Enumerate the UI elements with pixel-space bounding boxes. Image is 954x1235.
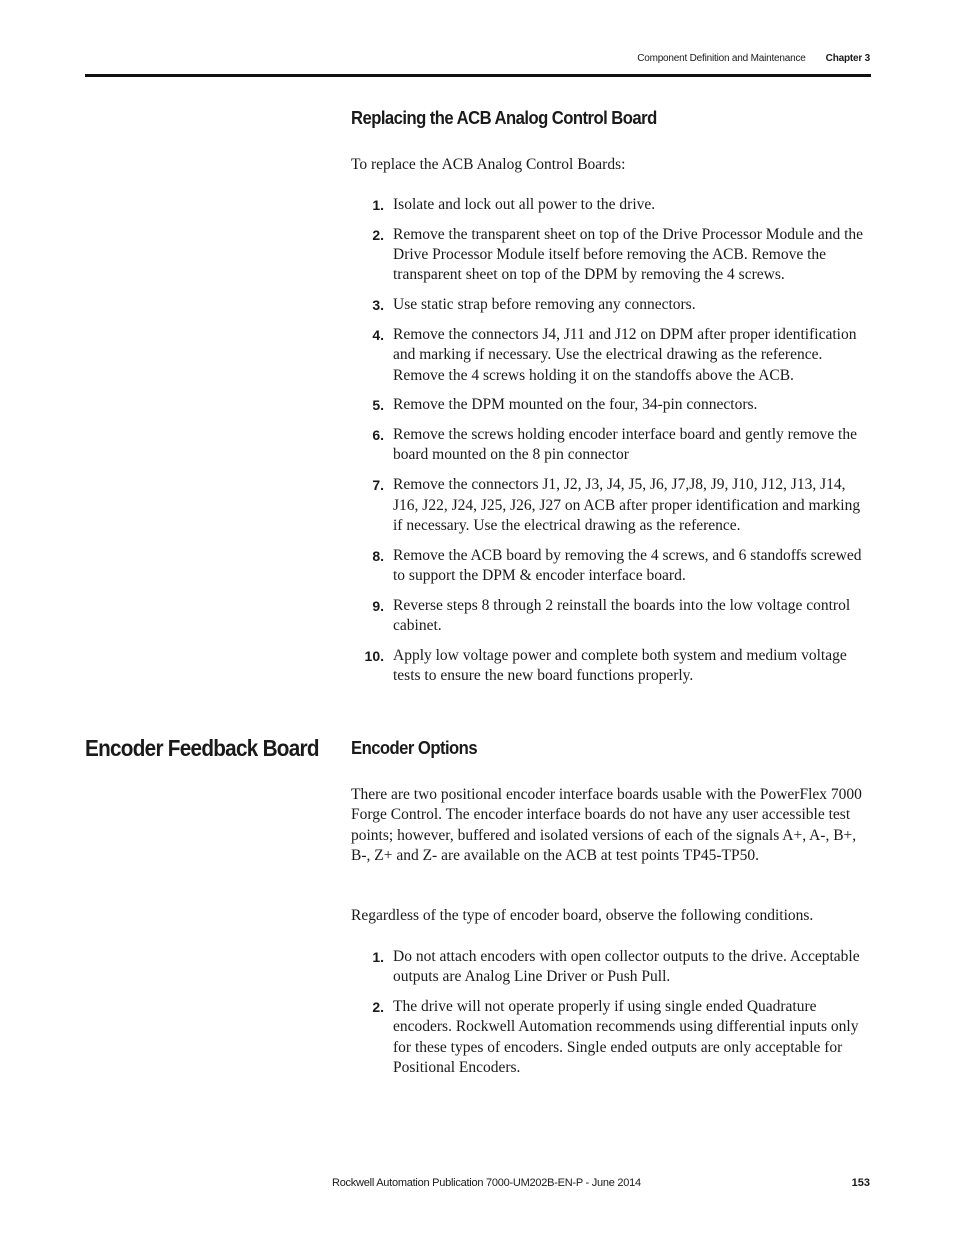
list-item bbox=[351, 475, 871, 536]
step-text: Isolate and lock out all power to the drive. bbox=[393, 196, 656, 213]
step-number: 9. bbox=[372, 597, 384, 614]
step-text: Remove the transparent sheet on top of the Drive Processor Module and the Drive Processor Module itself before removing the ACB. Remove the transparent sheet on top of the DPM by removing the 4 screws. bbox=[393, 225, 864, 284]
step-number: 6. bbox=[372, 427, 384, 444]
encoder-paragraph-1: There are two positional encoder interface boards usable with the PowerFlex 7000 Forge Control. The encoder interface boards do not have any user accessible test points; however, buffered and isolated versions of each of the signals A+, A-, B+, B-, Z+ and Z- are available on the ACB at test points TP45-TP50. bbox=[351, 786, 862, 864]
step-number: 4. bbox=[372, 326, 384, 343]
list-item bbox=[351, 947, 871, 988]
list-item bbox=[351, 997, 871, 1078]
list-item bbox=[351, 295, 871, 315]
list-item bbox=[351, 325, 871, 386]
step-text: Remove the DPM mounted on the four, 34-pin connectors. bbox=[393, 396, 758, 414]
header-section-title: Component Definition and Maintenance bbox=[637, 53, 806, 64]
section-heading-encoder-feedback: Encoder Feedback Board bbox=[85, 735, 319, 761]
list-item bbox=[351, 195, 871, 215]
step-number: 3. bbox=[372, 297, 384, 314]
step-text: Remove the connectors J4, J11 and J12 on DPM after proper identification and marking if necessary. Use the electrical drawing as the reference. Remove the 4 screws holding it on the standoffs above the ACB. bbox=[393, 325, 857, 384]
step-text: Do not attach encoders with open collector outputs to the drive. Acceptable outputs are Analog Line Driver or Push Pull. bbox=[393, 948, 860, 986]
encoder-options-heading: Encoder Options bbox=[351, 737, 478, 758]
step-number: 8. bbox=[372, 547, 384, 564]
step-text: Reverse steps 8 through 2 reinstall the boards into the low voltage control cabinet. bbox=[393, 596, 851, 635]
list-item bbox=[351, 425, 871, 466]
step-number: 10. bbox=[364, 647, 384, 664]
page-number: 153 bbox=[851, 1177, 870, 1189]
list-item bbox=[351, 546, 871, 587]
acb-heading: Replacing the ACB Analog Control Board bbox=[351, 107, 657, 128]
step-number: 1. bbox=[372, 197, 384, 213]
footer-publication: Rockwell Automation Publication 7000-UM202B-EN-P - June 2014 bbox=[332, 1177, 641, 1189]
list-item bbox=[351, 646, 871, 687]
step-text: The drive will not operate properly if using single ended Quadrature encoders. Rockwell Automation recommends using differential inputs only for these types of encoders. Single ended outputs are only acceptable for Positional Encoders. bbox=[393, 998, 859, 1076]
encoder-paragraph-2: Regardless of the type of encoder board, observe the following conditions. bbox=[351, 907, 814, 924]
header-chapter: Chapter 3 bbox=[825, 53, 870, 64]
acb-intro: To replace the ACB Analog Control Boards: bbox=[351, 156, 626, 173]
encoder-conditions-list bbox=[351, 947, 871, 1088]
header-rule bbox=[85, 74, 871, 77]
list-item bbox=[351, 596, 871, 637]
list-item bbox=[351, 225, 871, 286]
running-header bbox=[637, 53, 870, 64]
step-number: 7. bbox=[372, 477, 384, 494]
acb-steps-list bbox=[351, 195, 871, 696]
step-text: Remove the ACB board by removing the 4 screws, and 6 standoffs screwed to support the DPM & encoder interface board. bbox=[393, 546, 862, 584]
step-text: Remove the screws holding encoder interface board and gently remove the board mounted on the 8 pin connector bbox=[393, 426, 857, 464]
step-text: Apply low voltage power and complete both system and medium voltage tests to ensure the new board functions properly. bbox=[393, 646, 847, 685]
list-item bbox=[351, 395, 871, 415]
step-number: 5. bbox=[372, 397, 384, 414]
step-text: Use static strap before removing any connectors. bbox=[393, 296, 696, 314]
step-text: Remove the connectors J1, J2, J3, J4, J5, J6, J7,J8, J9, J10, J12, J13, J14, J16, J22, J24, J25, J26, J27 on ACB after proper identification and marking if necessary. Use the electrical drawing as the reference. bbox=[393, 476, 861, 534]
step-number: 2. bbox=[372, 226, 384, 243]
step-number: 1. bbox=[372, 949, 384, 965]
step-number: 2. bbox=[372, 999, 384, 1016]
